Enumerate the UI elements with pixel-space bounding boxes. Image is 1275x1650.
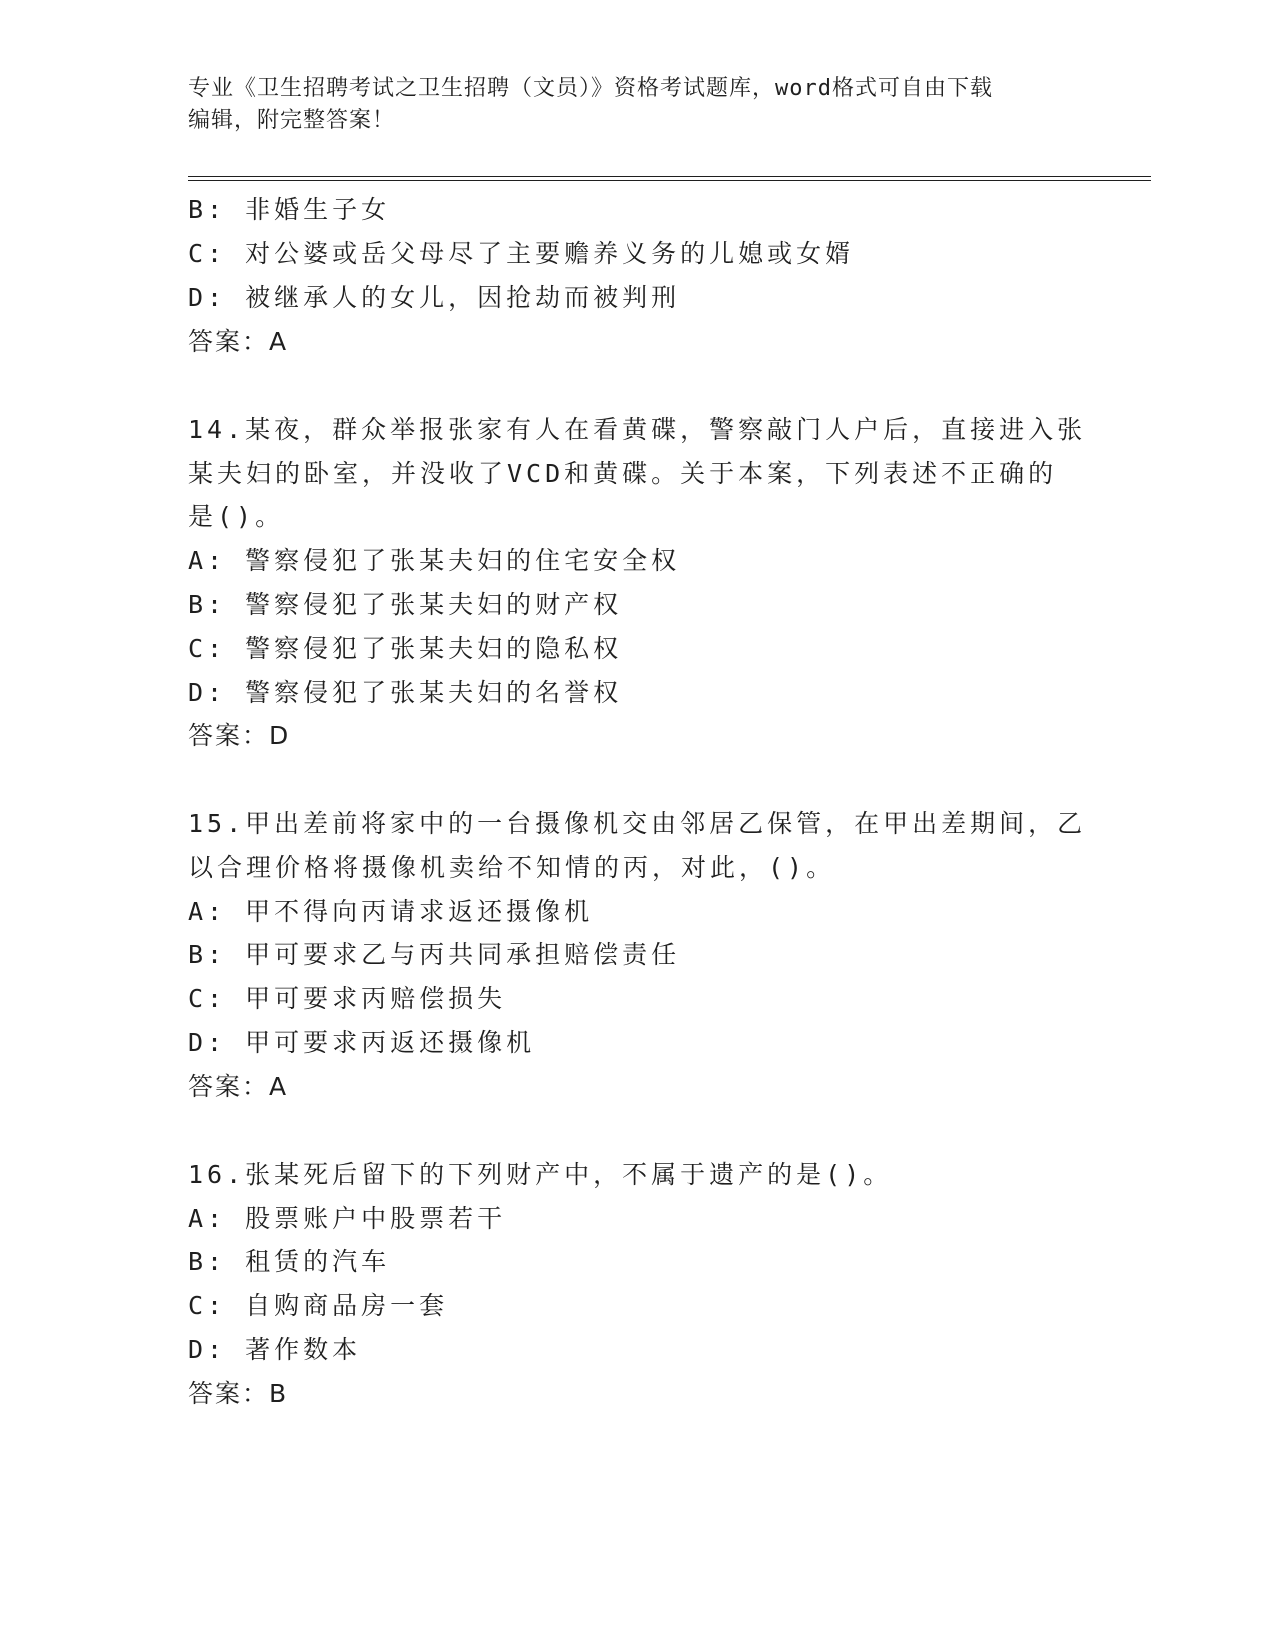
q14-option-a: A: 警察侵犯了张某夫妇的住宅安全权 [188, 546, 681, 575]
header-rule-bottom [188, 180, 1151, 181]
q14-option-b: B: 警察侵犯了张某夫妇的财产权 [188, 590, 623, 619]
document-header [188, 73, 1088, 137]
q16-option-b: B: 租赁的汽车 [188, 1247, 391, 1276]
q15-option-b: B: 甲可要求乙与丙共同承担赔偿责任 [188, 940, 681, 969]
q14-option-c: C: 警察侵犯了张某夫妇的隐私权 [188, 634, 623, 663]
q15-option-d: D: 甲可要求丙返还摄像机 [188, 1028, 536, 1057]
q16-stem-line-1: 16.张某死后留下的下列财产中，不属于遗产的是()。 [188, 1160, 893, 1189]
q15-option-a: A: 甲不得向丙请求返还摄像机 [188, 897, 594, 926]
header-rule-top [188, 176, 1151, 177]
q14-option-d: D: 警察侵犯了张某夫妇的名誉权 [188, 678, 623, 707]
q13-option-c: C: 对公婆或岳父母尽了主要赡养义务的儿媳或女婿 [188, 239, 855, 268]
q14-stem-line-3: 是()。 [188, 502, 285, 531]
q16-option-a: A: 股票账户中股票若干 [188, 1204, 507, 1233]
q15-answer: 答案：A [188, 1072, 289, 1101]
header-line-1: 专业《卫生招聘考试之卫生招聘（文员）》资格考试题库，word格式可自由下载 [188, 76, 993, 101]
q14-answer: 答案：D [188, 721, 291, 750]
q13-option-d: D: 被继承人的女儿，因抢劫而被判刑 [188, 283, 681, 312]
header-line-2: 编辑，附完整答案！ [188, 108, 396, 133]
q16-option-d: D: 著作数本 [188, 1335, 362, 1364]
q15-stem-line-2: 以合理价格将摄像机卖给不知情的丙，对此，()。 [188, 853, 836, 882]
q13-answer: 答案：A [188, 327, 289, 356]
q14-stem-line-2: 某夫妇的卧室，并没收了VCD和黄碟。关于本案，下列表述不正确的 [188, 459, 1058, 488]
q15-option-c: C: 甲可要求丙赔偿损失 [188, 984, 507, 1013]
q15-stem-line-1: 15.甲出差前将家中的一台摄像机交由邻居乙保管，在甲出差期间，乙 [188, 809, 1087, 838]
q14-stem-line-1: 14.某夜，群众举报张家有人在看黄碟，警察敲门人户后，直接进入张 [188, 415, 1087, 444]
q16-answer: 答案：B [188, 1379, 289, 1408]
q13-option-b: B: 非婚生子女 [188, 195, 391, 224]
q16-option-c: C: 自购商品房一套 [188, 1291, 449, 1320]
